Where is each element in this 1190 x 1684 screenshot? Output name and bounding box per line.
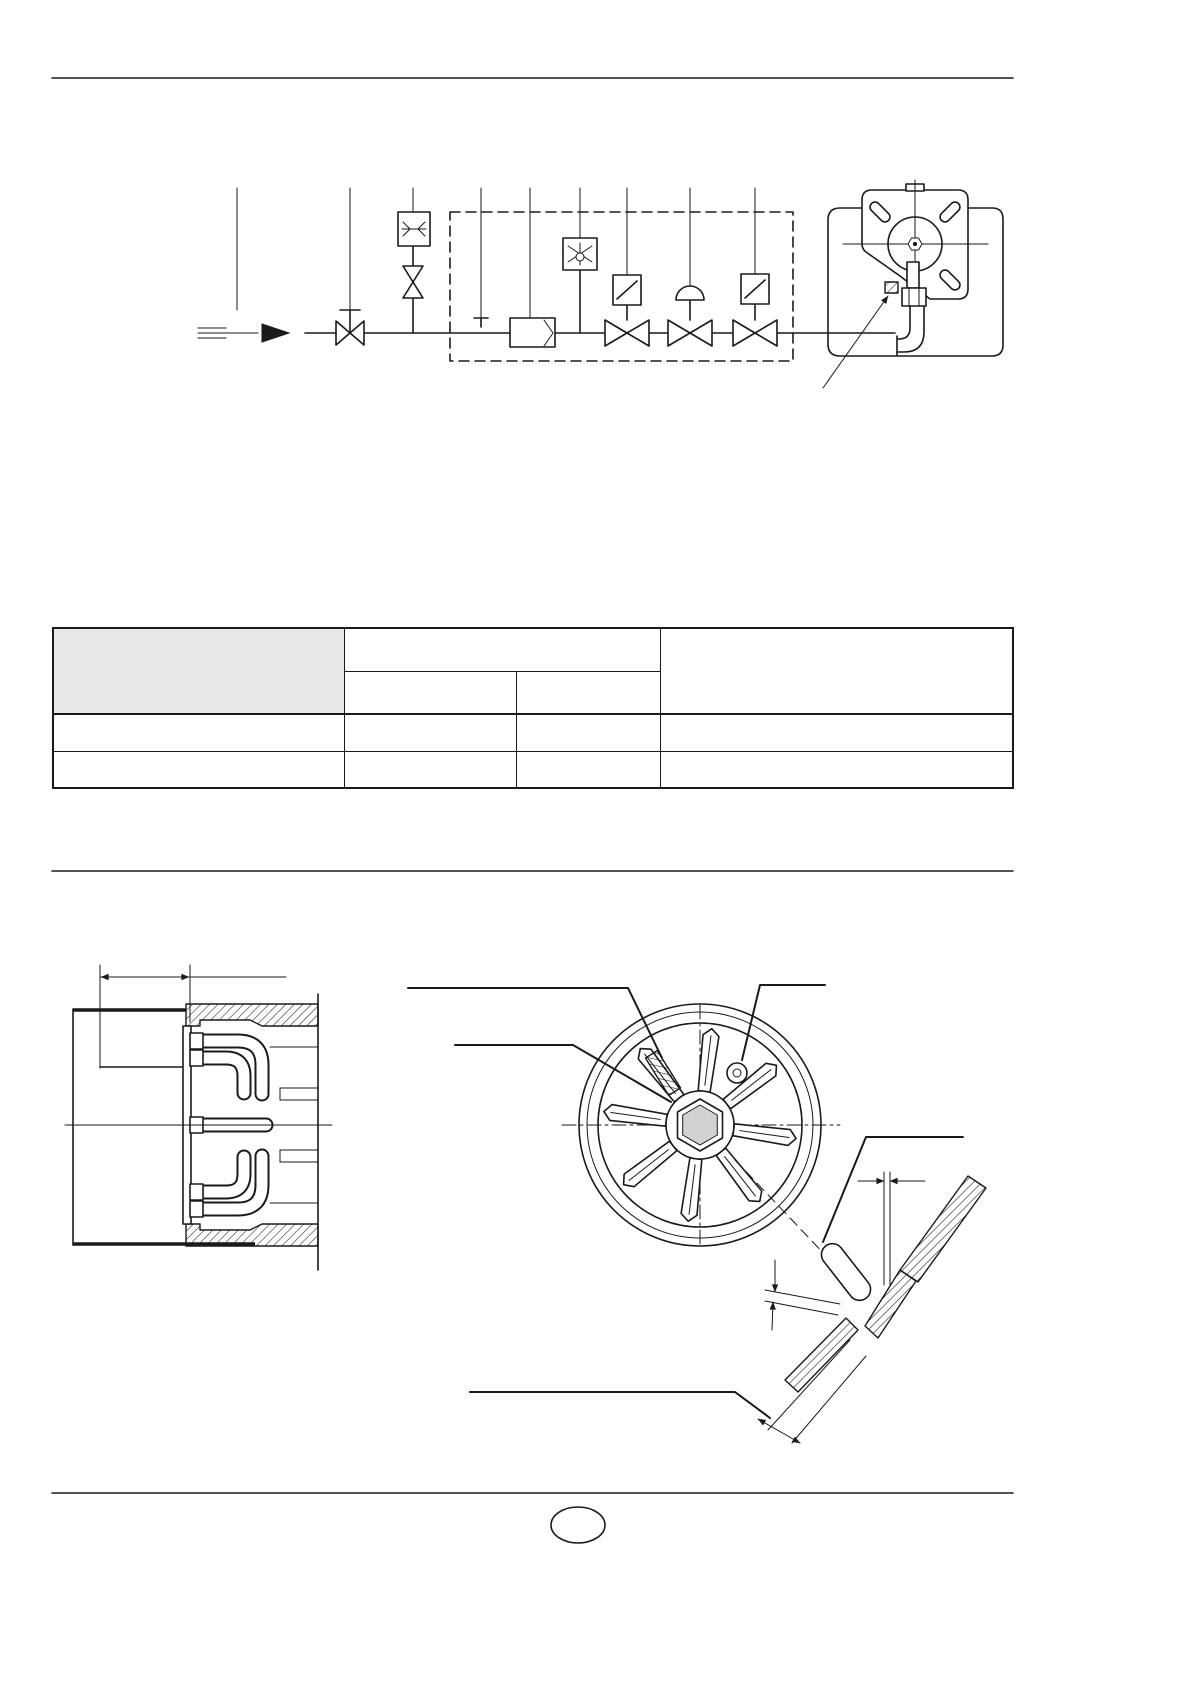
ignition-electrode <box>817 1239 875 1305</box>
hex-nut-center <box>913 242 916 245</box>
table-header-row <box>53 628 1013 671</box>
dimension-extension-line <box>765 1301 838 1315</box>
nozzle-flange <box>190 1201 203 1217</box>
table-cell <box>516 751 660 788</box>
pressure-regulator <box>668 286 712 346</box>
header-cell-first <box>53 628 344 714</box>
test-point-leader-arrow <box>823 296 888 388</box>
table-cell <box>660 714 1013 751</box>
test-nipple <box>474 318 488 327</box>
nozzle-flange <box>190 1050 203 1066</box>
nozzle-flange <box>190 1184 203 1200</box>
table-cell <box>53 751 344 788</box>
flow-direction-arrow-icon <box>262 324 289 342</box>
header-cell-last <box>660 628 1013 714</box>
page-number-oval <box>551 1507 605 1543</box>
specification-table <box>52 627 1014 789</box>
wall-section-upper <box>900 1176 986 1282</box>
table-cell <box>516 714 660 751</box>
branch-valve-icon <box>403 266 423 298</box>
gas-pressure-switch <box>563 238 597 333</box>
elbow-inner <box>897 306 910 339</box>
dimension-extension-line <box>765 1290 840 1304</box>
test-branch-with-gauge <box>398 212 430 333</box>
dimension-extension-line <box>768 1340 850 1430</box>
table-cell <box>344 714 516 751</box>
gas-nozzle-upper-outer-bore <box>200 1041 262 1094</box>
swirler-blade <box>715 1147 766 1206</box>
valve-body-icon <box>733 320 777 346</box>
nozzle-flange <box>190 1033 203 1049</box>
table-cell <box>660 751 1013 788</box>
head-section-top-hatched <box>186 1004 318 1026</box>
head-section-bottom-hatched <box>186 1224 318 1246</box>
callout-leader <box>470 1392 770 1418</box>
burner-housing <box>823 180 1003 388</box>
manual-shutoff-valve <box>336 310 364 345</box>
table-cell <box>344 751 516 788</box>
fitting-nut <box>902 288 926 306</box>
pressure-switch-dot <box>576 253 584 261</box>
swirler-blade <box>603 1104 668 1129</box>
header-cell-sub <box>516 671 660 714</box>
solenoid-valve-1 <box>605 275 649 346</box>
table-row <box>53 751 1013 788</box>
solenoid-valve-2 <box>733 274 777 346</box>
dimension-line <box>758 1419 800 1443</box>
table-row <box>53 714 1013 751</box>
combustion-chamber-wall <box>785 1176 986 1392</box>
burner-head-section-diagram <box>65 965 332 1270</box>
callout-leader <box>408 988 662 1058</box>
fitting-neck <box>907 262 919 288</box>
gas-nozzle-lower-outer-bore <box>200 1156 262 1209</box>
dimension-arrow <box>772 1302 773 1330</box>
burner-head-front-view <box>408 985 986 1443</box>
ignition-tube-circle <box>727 1063 747 1083</box>
valve-body-icon <box>605 320 649 346</box>
regulator-diaphragm-icon <box>676 286 704 300</box>
gas-filter <box>510 318 555 347</box>
electrode-ceramic <box>817 1239 875 1305</box>
test-point-screw-icon <box>885 282 898 293</box>
gas-train-schematic <box>198 180 1003 388</box>
table-cell <box>53 714 344 751</box>
valve-body-icon <box>668 320 712 346</box>
swirler-blade <box>733 1122 798 1147</box>
header-cell-sub <box>344 671 516 714</box>
filter-body <box>510 318 555 347</box>
blade-edge <box>629 1150 668 1181</box>
swirler-blade <box>619 1140 678 1191</box>
gas-inlet-symbol <box>198 324 289 342</box>
wall-section-lower <box>785 1318 858 1392</box>
header-cell-group <box>344 628 660 671</box>
page-number-badge <box>551 1507 605 1543</box>
